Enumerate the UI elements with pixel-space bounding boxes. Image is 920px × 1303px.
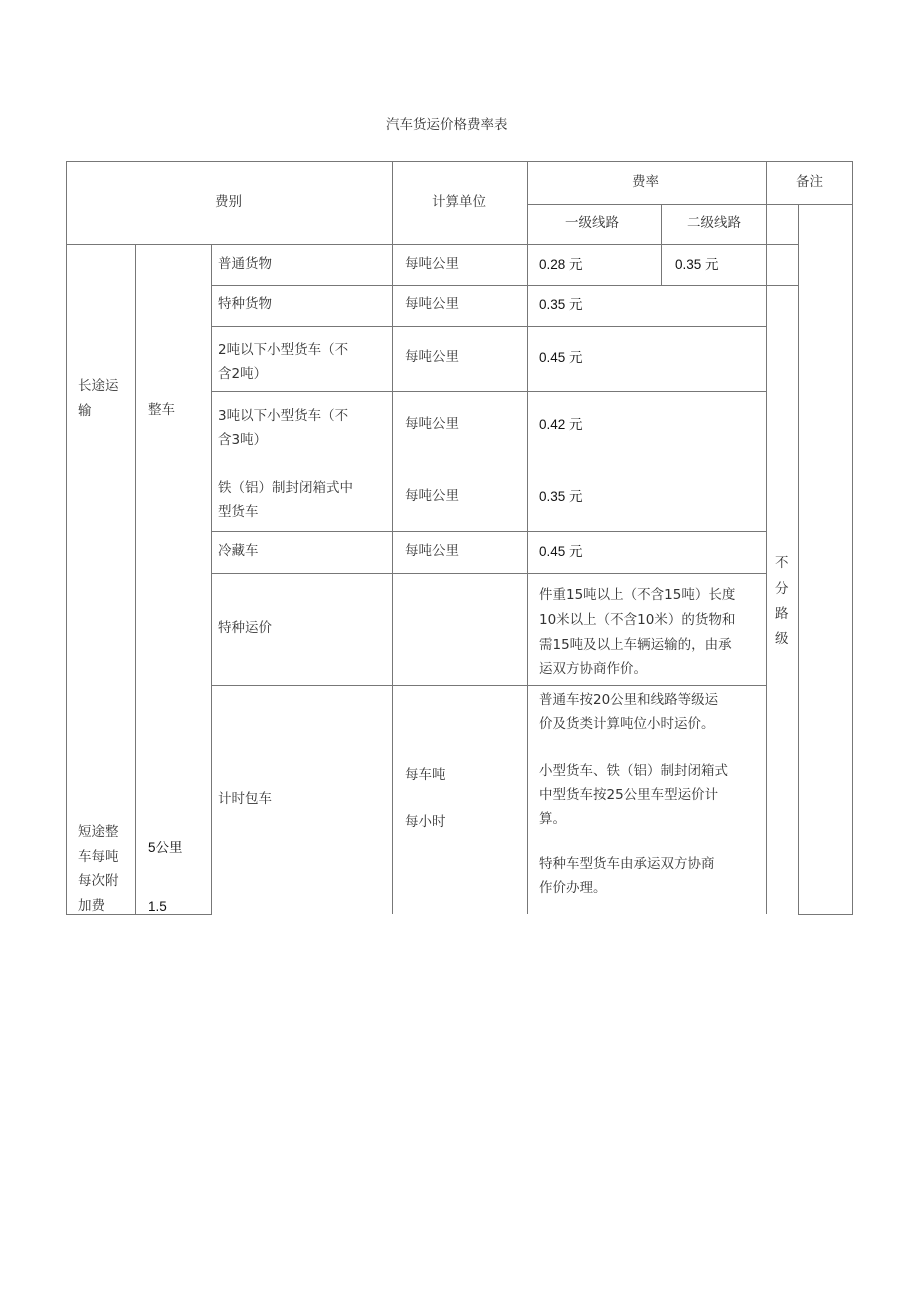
table-border: [211, 391, 766, 392]
row-name: 铁（铝）制封闭箱式中: [218, 480, 353, 496]
header-level1: 一级线路: [565, 215, 619, 231]
table-border: [211, 326, 766, 327]
table-border: [852, 161, 853, 915]
remark-no-level: 分: [775, 581, 789, 597]
row-name: 普通货物: [218, 256, 272, 272]
group-long-haul: 输: [78, 403, 92, 419]
row-name: 特种运价: [218, 620, 272, 636]
row-rate-note: 件重15吨以上（不含15吨）长度: [539, 587, 736, 603]
group-whole-vehicle: 整车: [148, 402, 175, 418]
row-rate-note: 特种车型货车由承运双方协商: [539, 856, 715, 872]
row-rate-note: 中型货车按25公里车型运价计: [539, 787, 719, 803]
table-border: [661, 204, 662, 285]
table-border: [66, 161, 853, 162]
row-rate-note: 需15吨及以上车辆运输的，由承: [539, 637, 732, 653]
remark-no-level: 不: [775, 555, 789, 571]
row-name: 3吨以下小型货车（不: [218, 408, 349, 424]
row-name: 2吨以下小型货车（不: [218, 342, 349, 358]
row-rate-note: 10米以上（不含10米）的货物和: [539, 612, 736, 628]
row-name: 计时包车: [218, 791, 272, 807]
short-haul-label: 每次附: [78, 873, 119, 889]
row-name: 含3吨）: [218, 432, 268, 448]
table-border: [211, 685, 766, 686]
short-haul-label: 加费: [78, 898, 105, 914]
row-rate-note: 算。: [539, 811, 566, 827]
short-haul-fee: 1.5: [148, 899, 167, 914]
table-border: [66, 244, 799, 245]
table-border: [211, 285, 799, 286]
short-haul-label: 短途整: [78, 824, 119, 840]
header-category: 费别: [215, 194, 242, 210]
row-unit: 每车吨: [405, 767, 446, 783]
row-rate: 0.35 元: [539, 297, 583, 312]
row-unit: 每吨公里: [405, 296, 459, 312]
row-unit: 每吨公里: [405, 416, 459, 432]
row-unit: 每小时: [405, 814, 446, 830]
row-rate-note: 价及货类计算吨位小时运价。: [539, 716, 715, 732]
row-rate: 0.45 元: [539, 544, 583, 559]
table-border: [211, 244, 212, 915]
row-rate-note: 作价办理。: [539, 880, 607, 896]
row-unit: 每吨公里: [405, 349, 459, 365]
row-unit: 每吨公里: [405, 488, 459, 504]
document-title: 汽车货运价格费率表: [386, 117, 508, 133]
header-level2: 二级线路: [687, 215, 741, 231]
row-unit: 每吨公里: [405, 256, 459, 272]
table-border: [798, 914, 853, 915]
remark-no-level: 级: [775, 631, 789, 647]
row-name: 含2吨）: [218, 366, 268, 382]
short-haul-distance: 5公里: [148, 840, 183, 855]
row-rate: 0.45 元: [539, 350, 583, 365]
row-rate: 0.35 元: [539, 489, 583, 504]
row-rate-note: 小型货车、铁（铝）制封闭箱式: [539, 763, 728, 779]
short-haul-label: 车每吨: [78, 849, 119, 865]
remark-no-level: 路: [775, 606, 789, 622]
row-rate-level1: 0.28 元: [539, 257, 583, 272]
row-name: 特种货物: [218, 296, 272, 312]
row-rate-note: 运双方协商作价。: [539, 661, 647, 677]
header-remark: 备注: [796, 174, 823, 190]
group-long-haul: 长途运: [78, 378, 119, 394]
table-border: [66, 161, 67, 915]
header-unit: 计算单位: [432, 194, 486, 210]
table-border: [527, 161, 528, 914]
table-border: [211, 531, 766, 532]
row-rate-note: 普通车按20公里和线路等级运: [539, 692, 719, 708]
table-border: [211, 573, 766, 574]
table-border: [135, 244, 136, 915]
table-border: [392, 161, 393, 914]
header-rate: 费率: [632, 174, 659, 190]
table-border: [527, 204, 853, 205]
table-border: [798, 204, 799, 915]
row-name: 型货车: [218, 504, 259, 520]
row-rate: 0.42 元: [539, 417, 583, 432]
row-rate-level2: 0.35 元: [675, 257, 719, 272]
row-unit: 每吨公里: [405, 543, 459, 559]
table-border: [766, 161, 767, 914]
row-name: 冷藏车: [218, 543, 259, 559]
